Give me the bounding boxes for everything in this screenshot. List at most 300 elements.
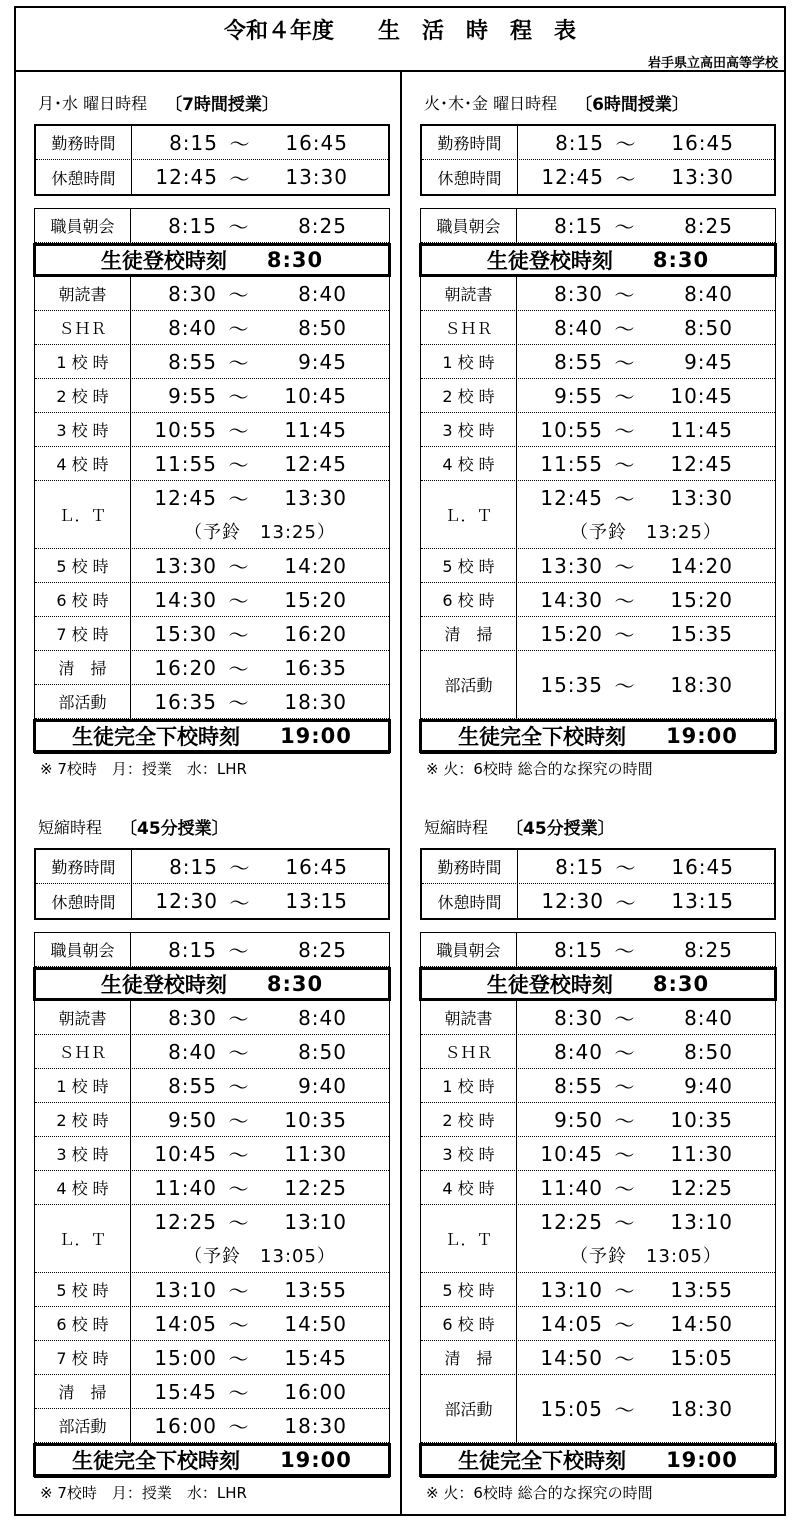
start-time: 8:55 (168, 1073, 217, 1098)
tilde-separator: ～ (228, 487, 250, 512)
row-label: ＳＨＲ (421, 311, 517, 344)
time-range (517, 1375, 775, 1442)
row-label: 2 校 時 (35, 379, 131, 412)
tilde-separator: ～ (228, 1381, 250, 1405)
row-label: 3 校 時 (421, 1137, 517, 1170)
start-time: 9:50 (554, 1107, 603, 1132)
table-row (421, 1069, 775, 1103)
start-time: 14:05 (540, 1311, 603, 1336)
time-range (517, 1069, 775, 1102)
end-time: 13:30 (671, 165, 734, 189)
end-time: 10:35 (670, 1107, 733, 1132)
footnote: ※ 火：6校時 総合的な探究の時間 (426, 760, 653, 778)
time-range (517, 1205, 775, 1272)
time-range (131, 1137, 389, 1170)
row-label: 2 校 時 (35, 1103, 131, 1136)
time-range (517, 1341, 775, 1374)
table-row (422, 126, 774, 160)
end-time: 13:55 (670, 1277, 733, 1302)
tilde-separator: ～ (614, 1177, 636, 1201)
end-time: 8:25 (298, 937, 347, 962)
row-label: 6 校 時 (35, 1307, 131, 1340)
arrival-label: 生徒登校時刻 (486, 249, 613, 273)
row-label: 清 掃 (421, 1341, 517, 1374)
row-label: 部活動 (421, 1375, 517, 1442)
row-label: 職員朝会 (35, 209, 131, 242)
tilde-separator: ～ (228, 385, 250, 409)
tilde-separator: ～ (614, 1075, 636, 1099)
table-row (35, 311, 389, 345)
warning-bell-time: （予鈴 13:25） (570, 522, 722, 544)
work-hours-table (420, 848, 776, 920)
time-range (517, 481, 775, 548)
period-table (34, 932, 390, 1478)
start-time: 16:20 (154, 655, 217, 680)
end-time: 16:45 (671, 854, 734, 879)
time-range (131, 685, 389, 718)
start-time: 13:10 (154, 1277, 217, 1302)
header (16, 8, 784, 72)
row-label: 4 校 時 (421, 447, 517, 480)
arrival-label: 生徒登校時刻 (486, 973, 613, 997)
time-range (131, 209, 389, 242)
time-range (131, 481, 389, 548)
row-label: 5 校 時 (421, 549, 517, 582)
panel-title: 月･水 曜日時程 (38, 93, 148, 113)
row-label: 朝読書 (421, 277, 517, 310)
end-time: 15:35 (670, 621, 733, 646)
start-time: 8:30 (168, 281, 217, 306)
table-row (421, 1035, 775, 1069)
warning-bell-time: （予鈴 13:05） (570, 1246, 722, 1268)
time-line (517, 1205, 775, 1239)
start-time: 11:55 (154, 451, 217, 476)
start-time: 8:40 (168, 1039, 217, 1064)
table-row (35, 481, 389, 549)
row-label: 職員朝会 (421, 933, 517, 966)
class-type-tag: 〔7時間授業〕 (165, 94, 279, 115)
departure-time-row (419, 719, 777, 753)
start-time: 10:55 (154, 417, 217, 442)
time-range (131, 311, 389, 344)
row-label: 朝読書 (35, 1001, 131, 1034)
row-label: 部活動 (35, 1409, 131, 1442)
warning-bell-time: （予鈴 13:05） (184, 1246, 336, 1268)
tilde-separator: ～ (228, 555, 250, 579)
end-time: 15:20 (670, 587, 733, 612)
table-row (35, 583, 389, 617)
row-label: 7 校 時 (35, 617, 131, 650)
table-row (35, 1001, 389, 1035)
tilde-separator: ～ (614, 1007, 636, 1031)
end-time: 8:25 (298, 213, 347, 238)
tilde-separator: ～ (614, 589, 636, 613)
table-row (35, 209, 389, 243)
tilde-separator: ～ (614, 351, 636, 375)
start-time: 8:55 (168, 349, 217, 374)
time-range (518, 850, 774, 883)
time-range (517, 209, 775, 242)
row-label: Ｌ．Ｔ (35, 1205, 131, 1272)
row-label: 朝読書 (421, 1001, 517, 1034)
table-row (422, 884, 774, 918)
time-range (518, 884, 774, 918)
table-row (35, 651, 389, 685)
row-label: 休憩時間 (36, 884, 132, 918)
table-row (36, 850, 388, 884)
time-range (131, 933, 389, 966)
time-range (517, 651, 775, 718)
time-range (131, 583, 389, 616)
work-hours-table (34, 848, 390, 920)
table-row (421, 1205, 775, 1273)
row-label: 3 校 時 (35, 413, 131, 446)
end-time: 13:30 (670, 485, 733, 510)
class-type-tag: 〔6時間授業〕 (575, 94, 689, 115)
row-label: 6 校 時 (421, 583, 517, 616)
start-time: 8:15 (554, 213, 603, 238)
end-time: 8:40 (298, 1005, 347, 1030)
time-range (517, 583, 775, 616)
tilde-separator: ～ (228, 453, 250, 477)
start-time: 8:55 (554, 349, 603, 374)
time-range (517, 447, 775, 480)
start-time: 16:00 (154, 1413, 217, 1438)
row-label: 部活動 (35, 685, 131, 718)
tilde-separator: ～ (614, 1109, 636, 1133)
departure-time: 19:00 (666, 1448, 738, 1472)
table-row (35, 277, 389, 311)
end-time: 14:50 (284, 1311, 347, 1336)
time-range (131, 1001, 389, 1034)
table-row (35, 549, 389, 583)
start-time: 8:15 (554, 937, 603, 962)
row-label: 5 校 時 (421, 1273, 517, 1306)
table-row (421, 617, 775, 651)
tilde-separator: ～ (614, 419, 636, 443)
footnote: ※ 7校時 月：授業 水：LHR (40, 760, 247, 778)
start-time: 12:45 (540, 485, 603, 510)
row-label: 2 校 時 (421, 379, 517, 412)
table-row (35, 1273, 389, 1307)
row-label: 勤務時間 (422, 850, 518, 883)
start-time: 15:30 (154, 621, 217, 646)
time-line (131, 481, 389, 515)
time-range (517, 549, 775, 582)
end-time: 13:15 (285, 889, 348, 913)
end-time: 13:15 (671, 889, 734, 913)
start-time: 13:30 (540, 553, 603, 578)
row-label: 5 校 時 (35, 549, 131, 582)
end-time: 12:25 (284, 1175, 347, 1200)
arrival-time-row (419, 243, 777, 277)
start-time: 12:25 (540, 1209, 603, 1234)
tilde-separator: ～ (615, 132, 637, 156)
time-range (131, 345, 389, 378)
end-time: 15:20 (284, 587, 347, 612)
table-row (421, 933, 775, 967)
start-time: 10:55 (540, 417, 603, 442)
page-title: 令和４年度 生 活 時 程 表 (223, 19, 576, 44)
arrival-label: 生徒登校時刻 (100, 249, 227, 273)
table-row (421, 549, 775, 583)
start-time: 10:45 (540, 1141, 603, 1166)
table-row (421, 1103, 775, 1137)
row-label: 1 校 時 (35, 1069, 131, 1102)
time-range (517, 1137, 775, 1170)
arrival-time-row (33, 243, 391, 277)
footnote: ※ 7校時 月：授業 水：LHR (40, 1484, 247, 1502)
end-time: 11:30 (670, 1141, 733, 1166)
tilde-separator: ～ (614, 487, 636, 512)
end-time: 13:30 (284, 485, 347, 510)
tilde-separator: ～ (228, 1415, 250, 1439)
tilde-separator: ～ (229, 856, 251, 880)
time-range (517, 311, 775, 344)
row-label: 7 校 時 (35, 1341, 131, 1374)
tilde-separator: ～ (614, 1143, 636, 1167)
panel-title: 火･木･金 曜日時程 (424, 93, 558, 113)
end-time: 14:20 (284, 553, 347, 578)
row-label: 4 校 時 (421, 1171, 517, 1204)
end-time: 18:30 (670, 1396, 733, 1421)
time-range (132, 160, 388, 194)
end-time: 10:45 (284, 383, 347, 408)
start-time: 9:55 (554, 383, 603, 408)
start-time: 11:40 (154, 1175, 217, 1200)
tilde-separator: ～ (614, 385, 636, 409)
end-time: 11:30 (284, 1141, 347, 1166)
tilde-separator: ～ (614, 1313, 636, 1337)
table-row (421, 413, 775, 447)
end-time: 11:45 (284, 417, 347, 442)
start-time: 13:10 (540, 1277, 603, 1302)
end-time: 13:30 (285, 165, 348, 189)
time-range (132, 884, 388, 918)
time-range (517, 1001, 775, 1034)
end-time: 9:40 (298, 1073, 347, 1098)
time-range (132, 850, 388, 883)
end-time: 8:25 (684, 213, 733, 238)
time-line (517, 481, 775, 515)
table-row (421, 345, 775, 379)
table-row (421, 1171, 775, 1205)
time-range (132, 126, 388, 159)
row-label: Ｌ．Ｔ (421, 481, 517, 548)
tilde-separator: ～ (228, 1143, 250, 1167)
row-label: 朝読書 (35, 277, 131, 310)
table-row (35, 1375, 389, 1409)
table-row (421, 481, 775, 549)
row-label: 6 校 時 (421, 1307, 517, 1340)
table-row (36, 126, 388, 160)
start-time: 11:55 (540, 451, 603, 476)
table-row (35, 345, 389, 379)
end-time: 8:50 (298, 1039, 347, 1064)
end-time: 12:25 (670, 1175, 733, 1200)
end-time: 16:45 (671, 130, 734, 155)
table-row (35, 1341, 389, 1375)
row-label: 勤務時間 (36, 126, 132, 159)
table-row (421, 651, 775, 719)
row-label: 休憩時間 (422, 884, 518, 918)
time-range (517, 1035, 775, 1068)
start-time: 8:15 (168, 213, 217, 238)
tilde-separator: ～ (614, 317, 636, 341)
tilde-separator: ～ (229, 890, 251, 915)
start-time: 12:25 (154, 1209, 217, 1234)
table-row (421, 1307, 775, 1341)
departure-time-row (33, 1443, 391, 1477)
tilde-separator: ～ (228, 419, 250, 443)
arrival-time: 8:30 (652, 248, 710, 272)
tilde-separator: ～ (228, 1109, 250, 1133)
time-range (131, 277, 389, 310)
time-range (517, 1103, 775, 1136)
tilde-separator: ～ (228, 1177, 250, 1201)
row-label: ＳＨＲ (421, 1035, 517, 1068)
tilde-separator: ～ (228, 1041, 250, 1065)
start-time: 15:35 (540, 672, 603, 697)
end-time: 8:40 (684, 281, 733, 306)
panel-title: 短縮時程 (424, 817, 489, 837)
time-range (131, 651, 389, 684)
tilde-separator: ～ (228, 215, 250, 239)
tilde-separator: ～ (614, 674, 636, 698)
time-range (131, 1409, 389, 1442)
end-time: 9:45 (684, 349, 733, 374)
start-time: 12:30 (541, 889, 604, 913)
panel-heading (424, 814, 776, 838)
class-type-tag: 〔45分授業〕 (120, 818, 229, 839)
end-time: 8:40 (684, 1005, 733, 1030)
start-time: 14:05 (154, 1311, 217, 1336)
row-label: 勤務時間 (36, 850, 132, 883)
tilde-separator: ～ (228, 691, 250, 715)
tilde-separator: ～ (614, 1041, 636, 1065)
arrival-label: 生徒登校時刻 (100, 973, 227, 997)
start-time: 8:40 (168, 315, 217, 340)
row-label: Ｌ．Ｔ (421, 1205, 517, 1272)
footnote: ※ 火：6校時 総合的な探究の時間 (426, 1484, 653, 1502)
table-row (35, 1409, 389, 1443)
table-row (421, 277, 775, 311)
start-time: 12:30 (155, 889, 218, 913)
end-time: 13:10 (670, 1209, 733, 1234)
table-row (421, 379, 775, 413)
end-time: 13:55 (284, 1277, 347, 1302)
time-range (131, 413, 389, 446)
table-row (35, 933, 389, 967)
tilde-separator: ～ (614, 1347, 636, 1371)
tilde-separator: ～ (228, 657, 250, 681)
panel-title: 短縮時程 (38, 817, 103, 837)
time-range (131, 1069, 389, 1102)
table-row (35, 1137, 389, 1171)
end-time: 8:50 (684, 315, 733, 340)
start-time: 8:30 (554, 1005, 603, 1030)
tilde-separator: ～ (228, 1279, 250, 1303)
row-label: 1 校 時 (421, 1069, 517, 1102)
start-time: 15:05 (540, 1396, 603, 1421)
row-label: 4 校 時 (35, 1171, 131, 1204)
departure-label: 生徒完全下校時刻 (458, 725, 627, 749)
start-time: 8:15 (555, 854, 604, 879)
start-time: 14:30 (540, 587, 603, 612)
end-time: 16:45 (285, 854, 348, 879)
period-table (34, 208, 390, 754)
start-time: 12:45 (154, 485, 217, 510)
departure-time: 19:00 (666, 724, 738, 748)
departure-time-row (419, 1443, 777, 1477)
start-time: 8:15 (169, 130, 218, 155)
end-time: 12:45 (284, 451, 347, 476)
time-range (131, 617, 389, 650)
panel-heading (38, 814, 390, 838)
table-row (35, 1205, 389, 1273)
start-time: 15:00 (154, 1345, 217, 1370)
tilde-separator: ～ (228, 1075, 250, 1099)
start-time: 9:55 (168, 383, 217, 408)
row-label: 1 校 時 (421, 345, 517, 378)
start-time: 8:40 (554, 315, 603, 340)
row-label: 清 掃 (421, 617, 517, 650)
time-range (131, 1341, 389, 1374)
tilde-separator: ～ (229, 132, 251, 156)
departure-label: 生徒完全下校時刻 (72, 1449, 241, 1473)
time-range (131, 1205, 389, 1272)
start-time: 8:40 (554, 1039, 603, 1064)
row-label: 清 掃 (35, 1375, 131, 1408)
table-row (35, 1307, 389, 1341)
end-time: 8:40 (298, 281, 347, 306)
time-range (131, 1035, 389, 1068)
tilde-separator: ～ (615, 890, 637, 915)
row-label: 勤務時間 (422, 126, 518, 159)
end-time: 14:50 (670, 1311, 733, 1336)
departure-time: 19:00 (280, 724, 352, 748)
table-row (421, 311, 775, 345)
start-time: 8:15 (555, 130, 604, 155)
row-label: 6 校 時 (35, 583, 131, 616)
row-label: 3 校 時 (421, 413, 517, 446)
tilde-separator: ～ (615, 166, 637, 191)
row-label: 3 校 時 (35, 1137, 131, 1170)
time-range (517, 345, 775, 378)
row-label: ＳＨＲ (35, 311, 131, 344)
end-time: 9:45 (298, 349, 347, 374)
time-range (517, 1171, 775, 1204)
time-line (131, 1205, 389, 1239)
end-time: 11:45 (670, 417, 733, 442)
row-label: 4 校 時 (35, 447, 131, 480)
start-time: 9:50 (168, 1107, 217, 1132)
end-time: 8:50 (684, 1039, 733, 1064)
row-label: 職員朝会 (35, 933, 131, 966)
end-time: 8:50 (298, 315, 347, 340)
start-time: 12:45 (541, 165, 604, 189)
time-range (517, 413, 775, 446)
start-time: 11:40 (540, 1175, 603, 1200)
tilde-separator: ～ (228, 283, 250, 307)
end-time: 10:35 (284, 1107, 347, 1132)
table-row (421, 1001, 775, 1035)
row-label: ＳＨＲ (35, 1035, 131, 1068)
start-time: 8:30 (554, 281, 603, 306)
departure-time-row (33, 719, 391, 753)
start-time: 12:45 (155, 165, 218, 189)
period-table (420, 208, 776, 754)
